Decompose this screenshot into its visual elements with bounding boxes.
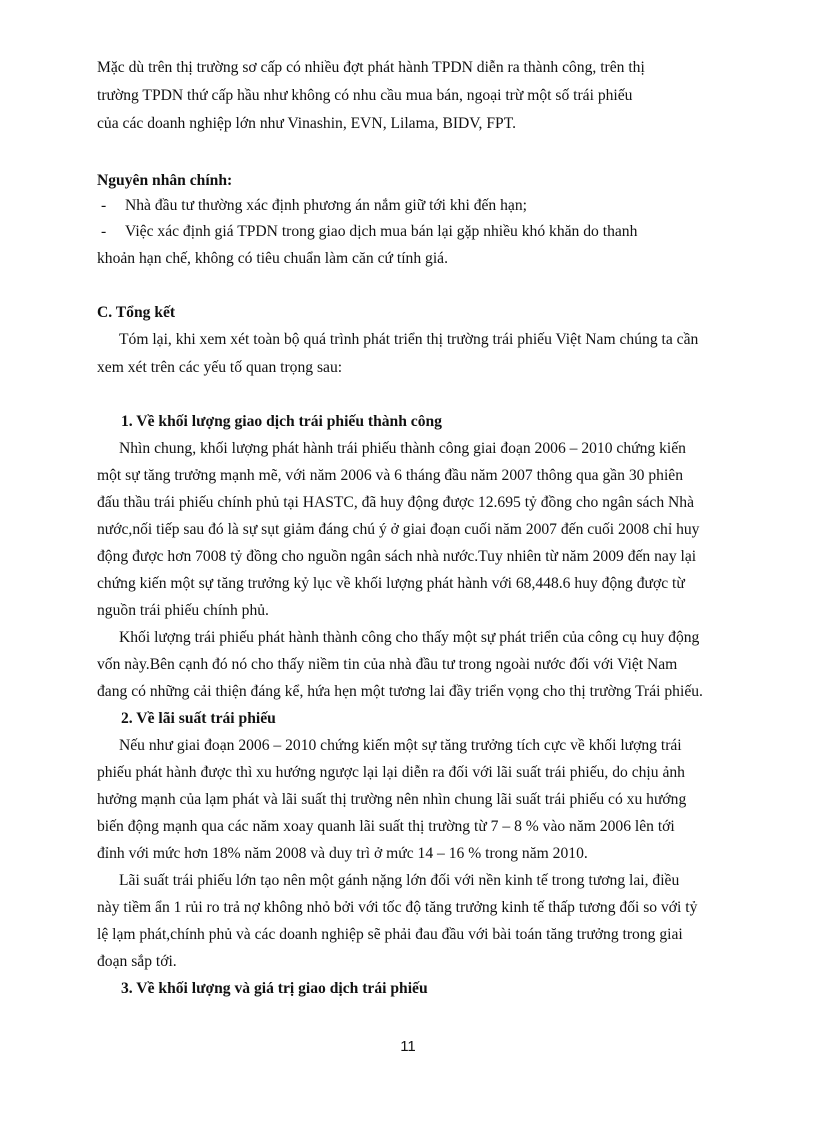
section-2-heading: 2. Về lãi suất trái phiếu: [121, 710, 276, 727]
cause-item-2-line-1: Việc xác định giá TPDN trong giao dịch mua bán lại gặp nhiều khó khăn do thanh: [125, 223, 638, 240]
s2-p1-line-3: hưởng mạnh của lạm phát và lãi suất thị trường nên nhìn chung lãi suất trái phiếu có xu hướng: [97, 791, 687, 808]
s2-p2-line-3: lệ lạm phát,chính phủ và các doanh nghiệp sẽ phải đau đầu với bài toán tăng trưởng trong giai: [97, 926, 683, 943]
intro-line-3: của các doanh nghiệp lớn như Vinashin, EVN, Lilama, BIDV, FPT.: [97, 115, 516, 132]
s2-p1-line-2: phiếu phát hành được thì xu hướng ngược lại lại diễn ra đối với lãi suất trái phiếu, do chịu ảnh: [97, 764, 685, 781]
s1-p2-line-1: Khối lượng trái phiếu phát hành thành công cho thấy một sự phát triển của công cụ huy động: [119, 629, 700, 646]
s1-p1-line-7: nguồn trái phiếu chính phủ.: [97, 602, 269, 619]
s2-p1-line-4: biến động mạnh qua các năm xoay quanh lãi suất thị trường từ 7 – 8 % vào năm 2006 lên tới: [97, 818, 675, 835]
s1-p2-line-2: vốn này.Bên cạnh đó nó cho thấy niềm tin của nhà đầu tư trong ngoài nước đối với Việt Nam: [97, 656, 678, 673]
cause-item-1: Nhà đầu tư thường xác định phương án nắm giữ tới khi đến hạn;: [125, 197, 527, 214]
intro-line-2: trường TPDN thứ cấp hầu như không có nhu cầu mua bán, ngoại trừ một số trái phiếu: [97, 87, 633, 104]
summary-line-1: Tóm lại, khi xem xét toàn bộ quá trình phát triển thị trường trái phiếu Việt Nam chúng ta cần: [119, 331, 699, 348]
s1-p1-line-2: một sự tăng trưởng mạnh mẽ, với năm 2006 và 6 tháng đầu năm 2007 thông qua gần 30 phiên: [97, 467, 684, 484]
cause-item-2-line-2: khoản hạn chế, không có tiêu chuẩn làm căn cứ tính giá.: [97, 250, 448, 267]
s2-p2-line-2: này tiềm ẩn 1 rủi ro trả nợ không nhỏ bởi với tốc độ tăng trưởng kinh tế thấp tương đối so với tỷ: [97, 899, 698, 916]
s2-p2-line-1: Lãi suất trái phiếu lớn tạo nên một gánh nặng lớn đối với nền kinh tế trong tương lai, điều: [119, 872, 680, 889]
summary-line-2: xem xét trên các yếu tố quan trọng sau:: [97, 359, 343, 376]
s2-p1-line-1: Nếu như giai đoạn 2006 – 2010 chứng kiến một sự tăng trưởng tích cực về khối lượng trái: [119, 737, 682, 754]
bullet-dash: -: [101, 223, 107, 240]
s1-p1-line-6: chứng kiến một sự tăng trưởng kỷ lục về khối lượng phát hành với 68,448.6 huy động được từ: [97, 575, 685, 592]
summary-heading: C. Tổng kết: [97, 304, 176, 321]
section-1-heading: 1. Về khối lượng giao dịch trái phiếu thành công: [121, 413, 442, 430]
s1-p1-line-1: Nhìn chung, khối lượng phát hành trái phiếu thành công giai đoạn 2006 – 2010 chứng kiến: [119, 440, 686, 457]
s1-p1-line-3: đấu thầu trái phiếu chính phủ tại HASTC, đã huy động được 12.695 tỷ đồng cho ngân sách Nhà: [97, 494, 695, 511]
intro-line-1: Mặc dù trên thị trường sơ cấp có nhiều đợt phát hành TPDN diễn ra thành công, trên thị: [97, 59, 645, 76]
s1-p1-line-4: nước,nối tiếp sau đó là sự sụt giảm đáng chú ý ở giai đoạn cuối năm 2007 đến cuối 2008 chỉ huy: [97, 521, 700, 538]
s2-p1-line-5: đỉnh với mức hơn 18% năm 2008 và duy trì ở mức 14 – 16 % trong năm 2010.: [97, 845, 588, 862]
causes-heading: Nguyên nhân chính:: [97, 172, 233, 189]
s1-p2-line-3: đang có những cải thiện đáng kể, hứa hẹn một tương lai đầy triển vọng cho thị trường Trái phiếu.: [97, 683, 703, 700]
s2-p2-line-4: đoạn sắp tới.: [97, 953, 177, 970]
section-3-heading: 3. Về khối lượng và giá trị giao dịch trái phiếu: [121, 980, 428, 997]
bullet-dash: -: [101, 197, 107, 214]
s1-p1-line-5: động được hơn 7008 tỷ đồng cho nguồn ngân sách nhà nước.Tuy nhiên từ năm 2009 đến nay lại: [97, 548, 697, 565]
page-number: 11: [400, 1038, 416, 1055]
